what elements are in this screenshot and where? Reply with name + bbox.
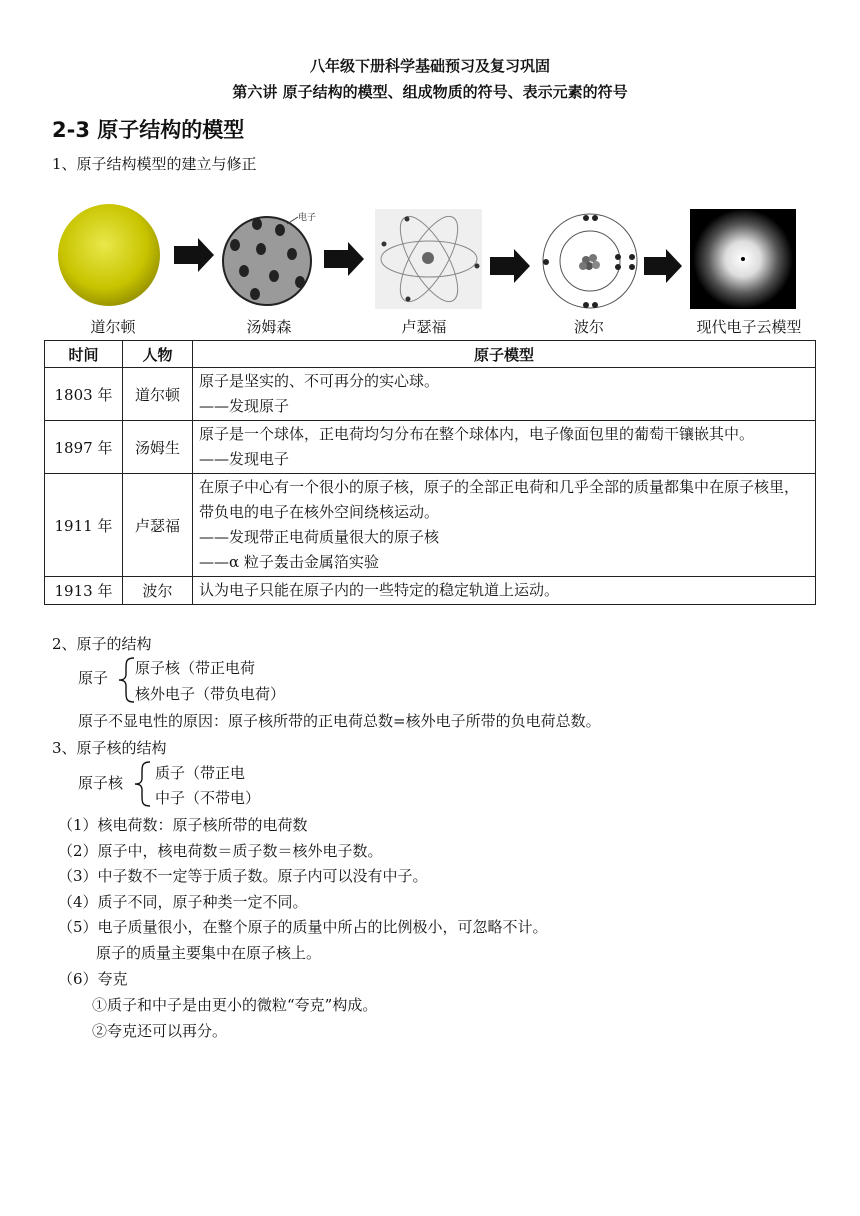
- thomson-model-image: [223, 217, 311, 305]
- description-line: ——发现带正电荷质量很大的原子核: [199, 528, 440, 546]
- table-row: [45, 368, 816, 421]
- description-line: 认为电子只能在原子内的一些特定的稳定轨道上运动。: [199, 581, 560, 599]
- model-label-thomson: 汤姆森: [246, 318, 292, 336]
- subheading-nucleus-structure: 3、原子核的结构: [52, 739, 167, 757]
- atom-model-illustrations: [52, 202, 822, 314]
- rutherford-model-image: [375, 208, 482, 309]
- person-cell: 道尔顿: [123, 368, 193, 421]
- atom-root-label: 原子: [78, 669, 109, 687]
- description-line: 原子是坚实的、不可再分的实心球。: [199, 372, 440, 390]
- electron-label: 电子: [298, 213, 317, 223]
- point-item: （3）中子数不一定等于质子数。原子内可以没有中子。: [58, 867, 428, 885]
- column-header: 原子模型: [193, 341, 816, 368]
- arrow-icon: [174, 238, 214, 272]
- nucleus-root-label: 原子核: [78, 774, 124, 792]
- nucleus-item: 原子核（带正电荷: [135, 659, 256, 677]
- column-header: 时间: [45, 341, 123, 368]
- point-item: （2）原子中，核电荷数＝质子数＝核外电子数。: [58, 842, 383, 860]
- neutral-reason: 原子不显电性的原因：原子核所带的正电荷总数=核外电子所带的负电荷总数。: [78, 712, 601, 730]
- description-line: ——α 粒子轰击金属箔实验: [199, 553, 379, 571]
- model-description-cell: [193, 368, 816, 421]
- description-line: ——发现原子: [199, 397, 290, 415]
- doc-title: 八年级下册科学基础预习及复习巩固: [309, 57, 550, 75]
- bohr-model-image: [543, 214, 637, 308]
- table-row: [45, 421, 816, 474]
- year-cell: 1911 年: [45, 474, 123, 577]
- table-row: [45, 474, 816, 577]
- atom-model-table: [44, 340, 816, 605]
- model-description-cell: [193, 474, 816, 577]
- year-cell: 1913 年: [45, 577, 123, 605]
- point-item: （6）夸克: [58, 970, 128, 988]
- year-cell: 1803 年: [45, 368, 123, 421]
- section-title: 2-3 原子结构的模型: [52, 118, 245, 142]
- quark-subpoint: ①质子和中子是由更小的微粒“夸克”构成。: [92, 996, 378, 1014]
- description-line: ——发现电子: [199, 450, 290, 468]
- person-cell: 汤姆生: [123, 421, 193, 474]
- model-description-cell: [193, 421, 816, 474]
- model-label-dalton: 道尔顿: [90, 318, 136, 336]
- year-cell: 1897 年: [45, 421, 123, 474]
- lecture-title: 第六讲 原子结构的模型、组成物质的符号、表示元素的符号: [232, 83, 628, 101]
- arrow-icon: [490, 249, 530, 283]
- arrow-icon: [324, 242, 364, 276]
- person-cell: 波尔: [123, 577, 193, 605]
- person-cell: 卢瑟福: [123, 474, 193, 577]
- brace-icon: [130, 760, 154, 808]
- arrow-icon: [644, 249, 682, 283]
- model-label-rutherford: 卢瑟福: [401, 318, 447, 336]
- model-description-cell: [193, 577, 816, 605]
- description-line: 原子是一个球体，正电荷均匀分布在整个球体内，电子像面包里的葡萄干镶嵌其中。: [199, 425, 755, 443]
- description-line: 在原子中心有一个很小的原子核，原子的全部正电荷和几乎全部的质量都集中在原子核里，带负电的电子在核外空间绕核运动。: [199, 478, 800, 521]
- point-item-continued: 原子的质量主要集中在原子核上。: [96, 944, 322, 962]
- subheading-atom-structure: 2、原子的结构: [52, 635, 152, 653]
- model-label-bohr: 波尔: [573, 318, 604, 336]
- quark-subpoint: ②夸克还可以再分。: [92, 1022, 228, 1040]
- model-label-electron-cloud: 现代电子云模型: [696, 318, 802, 336]
- neutron-item: 中子（不带电）: [155, 789, 261, 807]
- point-item: （1）核电荷数：原子核所带的电荷数: [58, 816, 308, 834]
- dalton-model-image: [58, 204, 160, 306]
- electron-cloud-model-image: [690, 209, 796, 309]
- table-header-row: [45, 341, 816, 368]
- proton-item: 质子（带正电: [155, 764, 246, 782]
- subheading-model-history: 1、原子结构模型的建立与修正: [52, 155, 257, 173]
- column-header: 人物: [123, 341, 193, 368]
- electron-item: 核外电子（带负电荷）: [135, 685, 286, 703]
- point-item: （5）电子质量很小，在整个原子的质量中所占的比例极小，可忽略不计。: [58, 918, 548, 936]
- table-row: [45, 577, 816, 605]
- point-item: （4）质子不同，原子种类一定不同。: [58, 893, 308, 911]
